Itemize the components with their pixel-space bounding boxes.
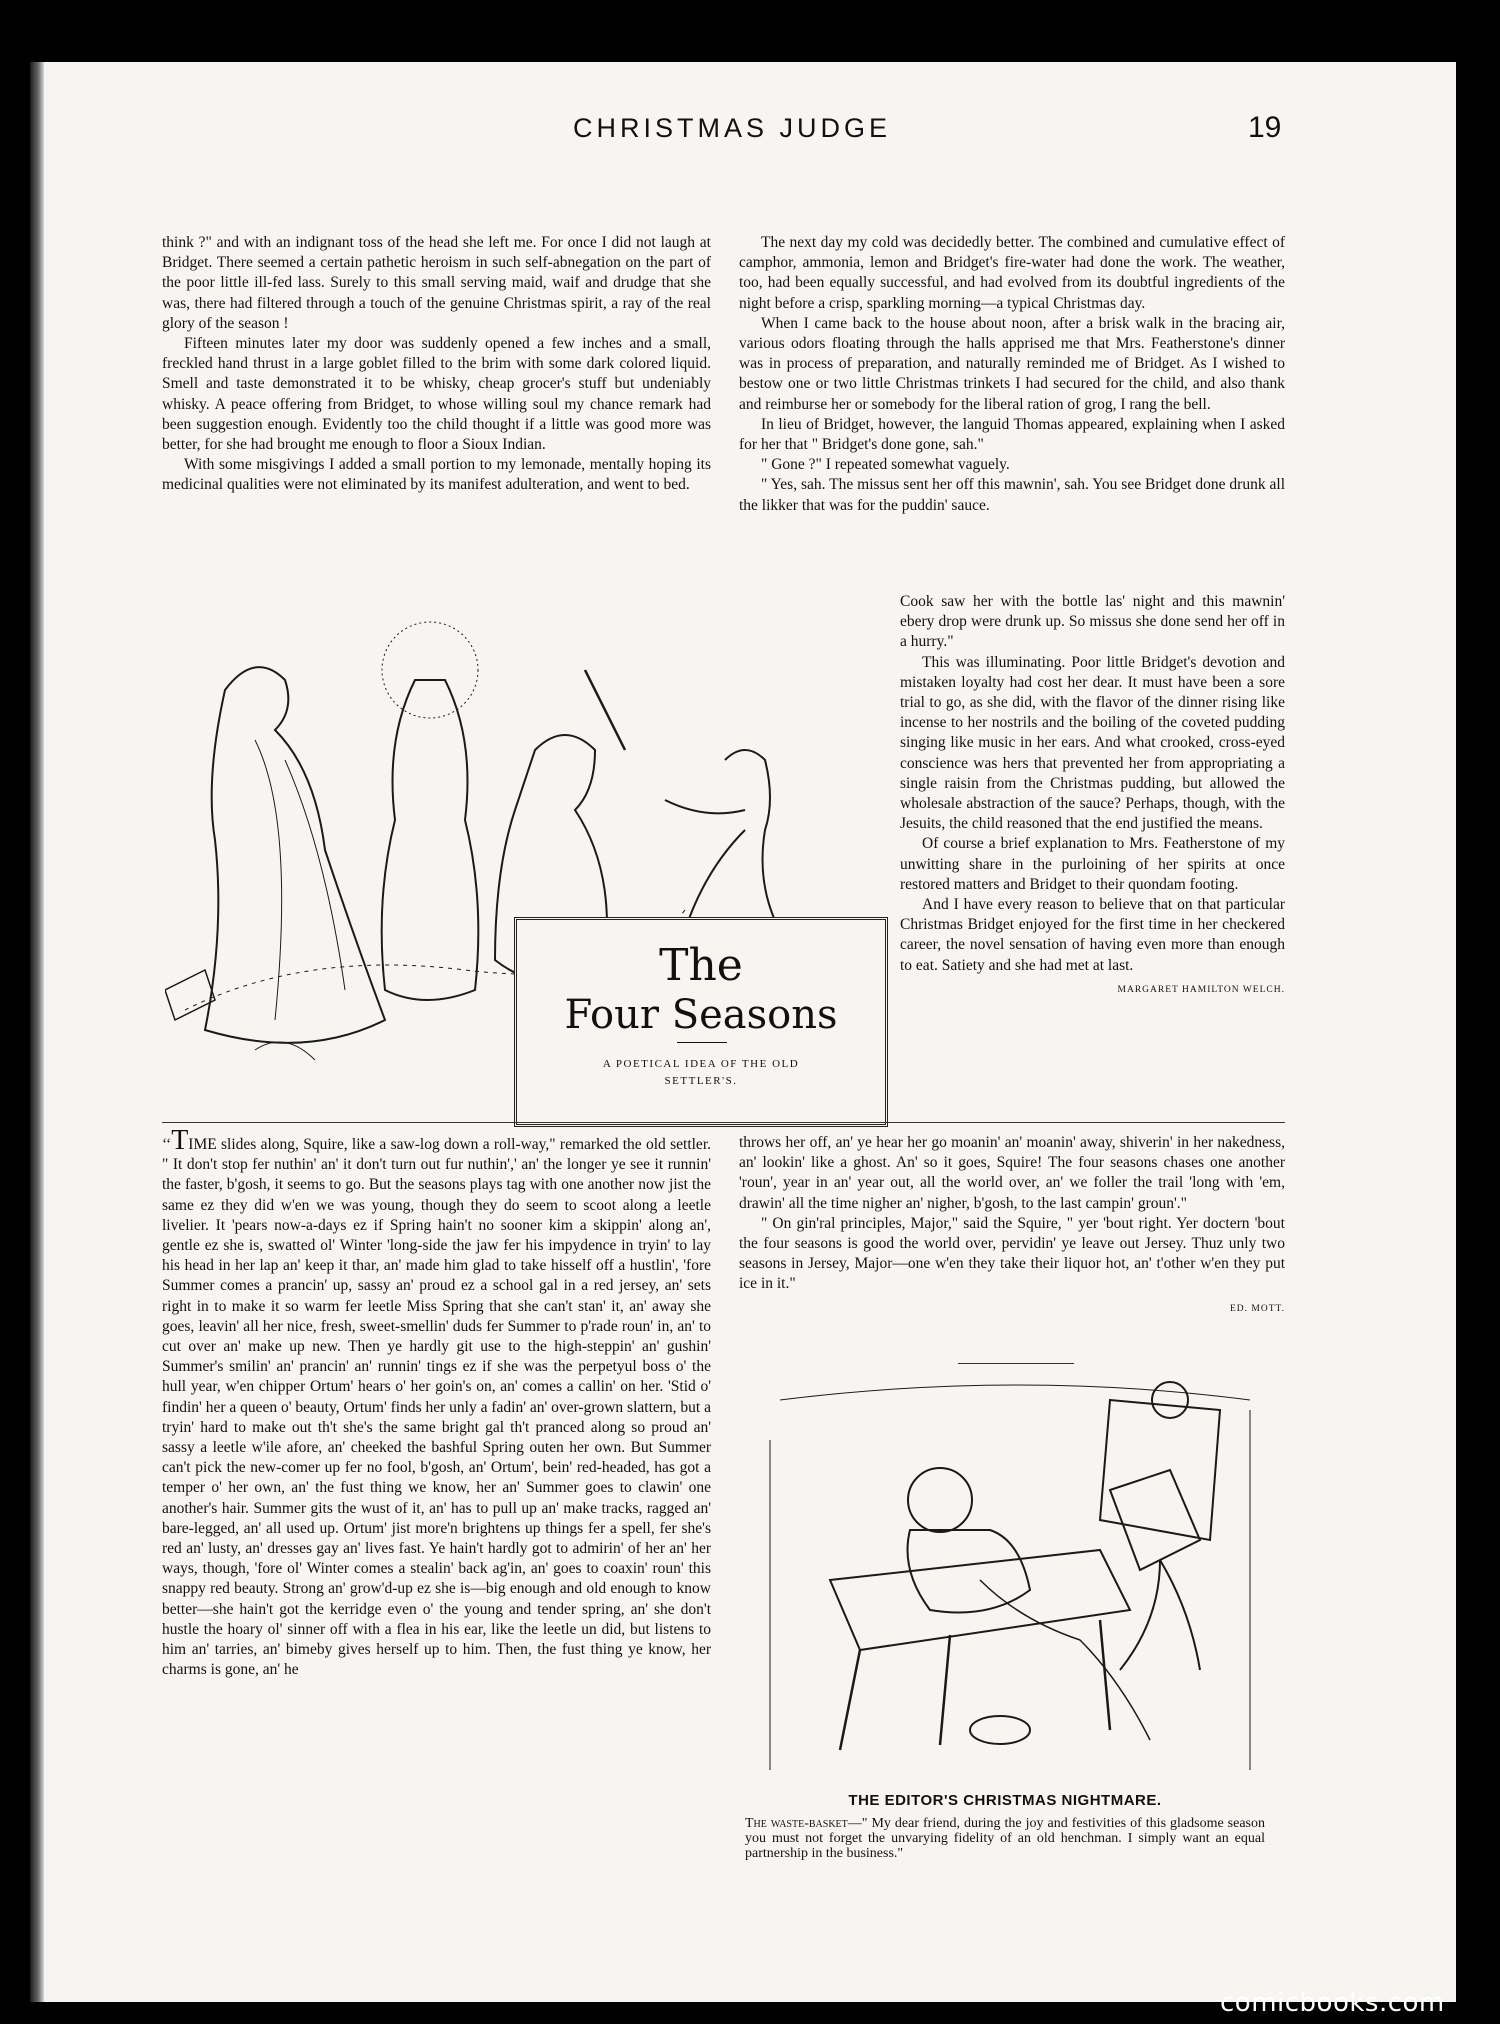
binding-spine	[30, 62, 44, 2002]
story2-left-column	[162, 1125, 711, 1680]
paragraph: Cook saw her with the bottle las' night and this mawnin' ebery drop were drunk up. So missus she done send her off in a hurry."	[900, 593, 1285, 651]
illustration-subtitle	[517, 1056, 885, 1090]
paragraph: The next day my cold was decidedly better. The combined and cumulative effect of camphor, ammonia, lemon and Bridget's fire-water had done the work. The weather, too, had been equally successful, and had evolved from its doubtful ingredients of the night before a crisp, sparkling morning—a typical Christmas day.	[739, 234, 1285, 312]
site-watermark: comicbooks.com	[1220, 1988, 1445, 2018]
story1-narrow-column	[900, 592, 1285, 1000]
paragraph: think ?" and with an indignant toss of the head she left me. For once I did not laugh at Bridget. There seemed a certain pathetic heroism in such self-abnegation on the part of the poor little ill-fed lass. Surely to this small serving maid, waif and drudge that she was, there had filtered through a touch of the genuine Christmas spirit, a ray of the real glory of the season !	[162, 234, 711, 332]
subtitle-line: SETTLER'S.	[664, 1075, 738, 1087]
paragraph: throws her off, an' ye hear her go moanin' an' moanin' away, shiverin' in her nakedness, an' lookin' like a ghost. An' so it goes, Squire! The four seasons chases one another 'roun', year in an' year out, all the world over, an' we foller the trail 'long with 'em, drawin' all the time nigher an' nigher, b'gosh, to the last campin' groun'."	[739, 1134, 1285, 1212]
paragraph: " Yes, sah. The missus sent her off this mawnin', sah. You see Bridget done drunk all the likker that was for the puddin' sauce.	[739, 476, 1285, 514]
paragraph: Fifteen minutes later my door was suddenly opened a few inches and a small, freckled hand thrust in a large goblet filled to the brim with some dark colored liquid. Smell and taste demonstrated it to be whisky, cheap grocer's stuff but undeniably whisky. A peace offering from Bridget, to whose willing soul my chance remark had been suggestion enough. Evidently too the child thought if a little was good more was better, for she had brought me enough to floor a Sioux Indian.	[162, 335, 711, 454]
paragraph: This was illuminating. Poor little Bridget's devotion and mistaken loyalty had cost her dear. It must have been a sore trial to go, as she did, with the flavor of the dinner rising like incense to her nostrils and the boiling of the coveted pudding singing like music in her ears. And what crooked, cross-eyed conscience was hers that prevented her from appropriating a single raisin from the Christmas pudding, but allowed the wholesale abstraction of the sauce? Perhaps, though, with the Jesuits, the child reasoned that the end justified the means.	[900, 653, 1285, 833]
editors-nightmare-illustration	[750, 1380, 1260, 1785]
opening-quote: ‘‘	[162, 1136, 172, 1153]
caption-speaker: The waste-basket	[745, 1816, 848, 1831]
caption-quote: —" My dear friend, during the joy and festivities of this gladsome season you must not forget the unvarying fidelity of an old henchman. I simply want an equal partnership in the business."	[745, 1816, 1265, 1861]
subtitle-line: A POETICAL IDEA OF THE OLD	[602, 1058, 800, 1070]
author-signature: ED. MOTT.	[1230, 1303, 1285, 1314]
story1-left-column	[162, 233, 711, 496]
story2-right-column	[739, 1133, 1285, 1319]
illustration-title-line1: The	[659, 940, 743, 991]
story1-right-column	[739, 233, 1285, 516]
caption-divider	[958, 1363, 1074, 1364]
paragraph-text: IME slides along, Squire, like a saw-log down a roll-way," remarked the old settler. " It don't stop fer nuthin' an' it don't turn out fur nuthin',' an' the longer ye see it runnin' the faster, b'gosh, it seems to go. But the seasons plays tag with one another now jist the same ez they did w'en we was young, though they do seem to scoot along a leetle livelier. It 'pears now-a-days ez if Spring hain't no sooner kim a skippin' along an', gentle ez she is, swatted ol' Winter 'long-side the jaw fer his impydence in tryin' to lay his head in her lap an' keep it thar, an' made him glad to take hisself off a hustlin', 'fore Summer comes a prancin' up, sassy an' proud ez a school gal in a red jersey, an' sets right in to make it so warm fer leetle Miss Spring that she can't stan' it, an' away she goes, leavin' all her nice, fresh, sweet-smellin' duds fer Summer to p'rade roun' in, an' to cut over an' make up new. Then ye hardly git use to the high-steppin' an' gushin' Summer's smilin' an' prancin' an' runnin' tings ez if she was the perpetyul boss o' the hull year, w'en chipper Ortum' hears o' her goin's on, an' comes a callin' on her. 'Stid o' findin' her a queen o' beauty, Ortum' finds her unly a fadin' an' over-grown slattern, but a tryin' hard to make out th't she's the same bright gal th't pranced along so proud an' sassy a leetle w'ile afore, an' cheeked the bashful Spring outen her own. But Summer can't pick the new-comer up fer no fool, b'gosh, an' Ortum', bein' red-headed, has got a temper o' her own, an' the fust thing we know, her an' Summer goes to clawin' one another's hair. Summer gits the wust of it, an' has to pull up an' make tracks, ragged an' bare-legged, an' all used up. Ortum' jist more'n brightens up things fer a spell, fer she's red an' lusty, an' dresses gay an' lives fast. Ye hain't hardly got to admirin' of her an' her ways, though, 'fore ol' Winter comes a stealin' back ag'in, an' goes to coaxin' roun' this snappy red beauty. Strong an' grow'd-up ez she is—big enough and old enough to know better—she hain't got the kerridge even o' the young and tender spring, an' she don't hustle the hoary ol' sinner off with a flea in his ear, like the leetle un did, but listens to him an' tarries, an' bimeby gives herself up to him. Then, the fust thing ye know, her charms is gone, an' he	[162, 1136, 711, 1679]
paragraph: " Gone ?" I repeated somewhat vaguely.	[761, 456, 1010, 474]
author-signature: MARGARET HAMILTON WELCH.	[1117, 984, 1285, 995]
drop-cap: T	[171, 1125, 189, 1156]
title-rule	[677, 1042, 727, 1043]
paragraph: In lieu of Bridget, however, the languid Thomas appeared, explaining when I asked for her that " Bridget's done gone, sah."	[739, 415, 1285, 454]
illustration-title-line2: Four Seasons	[564, 992, 838, 1038]
paragraph: When I came back to the house about noon, after a brisk walk in the bracing air, various odors floating through the halls apprised me that Mrs. Featherstone's dinner was in process of preparation, and naturally reminded me of Bridget. As I wished to bestow one or two little Christmas trinkets I had secured for the child, and also thank and reimburse her or somebody for the liberal ration of grog, I rang the bell.	[739, 314, 1285, 413]
cartoon-caption-title: THE EDITOR'S CHRISTMAS NIGHTMARE.	[848, 1792, 1162, 1809]
page-number: 19	[1248, 111, 1282, 144]
magazine-title: CHRISTMAS JUDGE	[573, 113, 892, 143]
paragraph: With some misgivings I added a small portion to my lemonade, mentally hoping its medicinal qualities were not eliminated by its manifest adulteration, and went to bed.	[162, 456, 711, 494]
paragraph	[162, 1125, 711, 1680]
cartoon-caption	[745, 1816, 1265, 1861]
page-edge	[1456, 62, 1470, 2002]
section-divider	[162, 1122, 1285, 1123]
running-header	[0, 113, 1500, 153]
paragraph: " On gin'ral principles, Major," said the Squire, " yer 'bout right. Yer doctern 'bout the four seasons is good the world over, pervidin' ye leave out Jersey. Thuz unly two seasons in Jersey, Major—one w'en they take their liquor hot, an' t'other w'en they put ice in it."	[739, 1214, 1285, 1293]
paragraph: And I have every reason to believe that on that particular Christmas Bridget enjoyed for the first time in her checkered career, the novel sensation of having even more than enough to eat. Satiety and she had met at last.	[900, 896, 1285, 974]
four-seasons-title-box	[514, 917, 888, 1127]
paragraph: Of course a brief explanation to Mrs. Featherstone of my unwitting share in the purloining of her spirits at once restored matters and Bridget to their quondam footing.	[900, 835, 1285, 893]
